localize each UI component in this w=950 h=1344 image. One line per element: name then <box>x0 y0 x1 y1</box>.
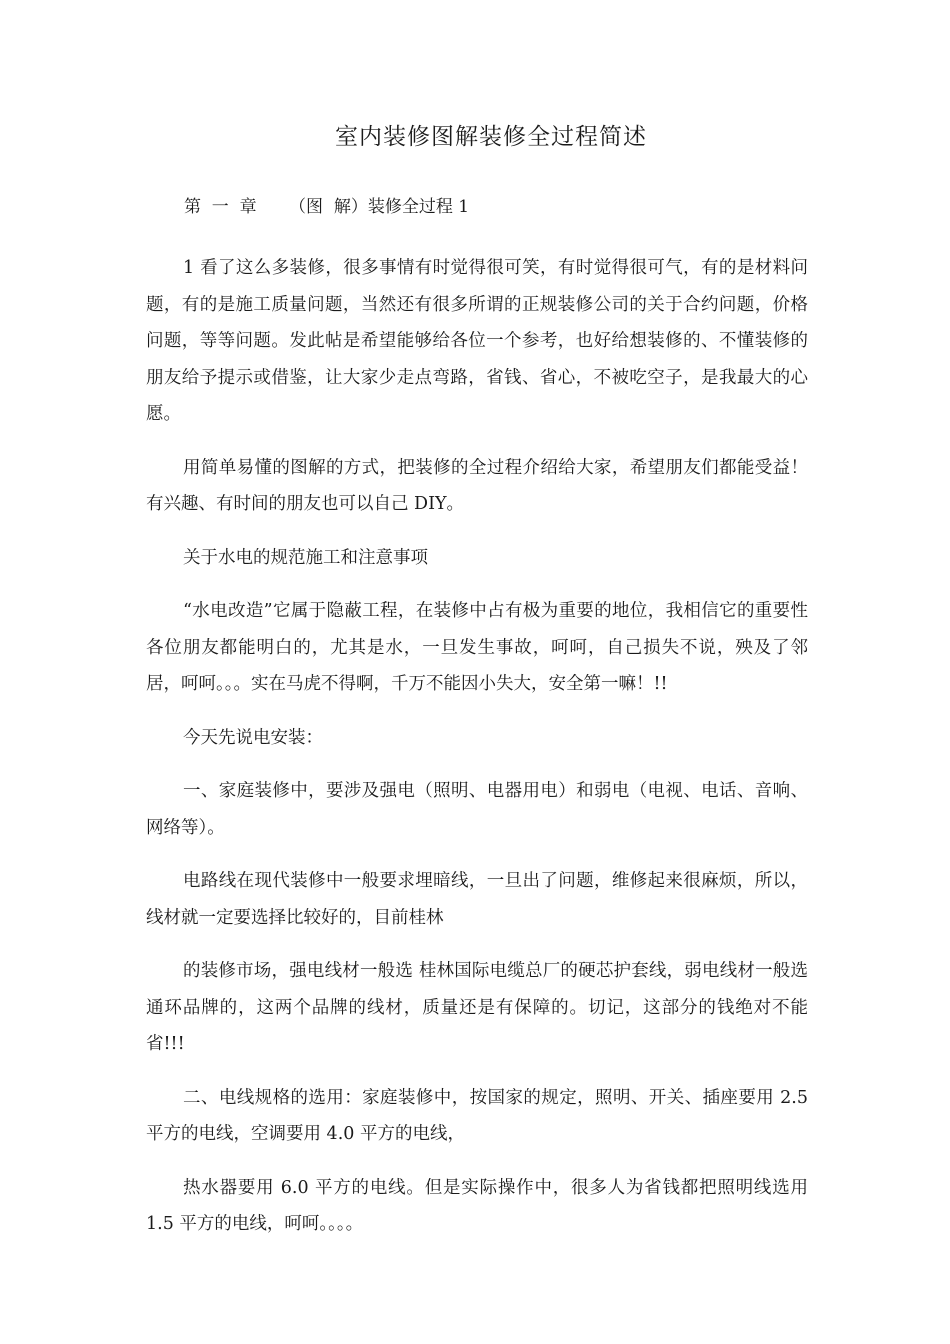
paragraph: 用简单易懂的图解的方式，把装修的全过程介绍给大家，希望朋友们都能受益！有兴趣、有时间的朋友也可以自己 DIY。 <box>146 457 808 514</box>
paragraph: 二、电线规格的选用：家庭装修中，按国家的规定，照明、开关、插座要用 2.5 平方的电线，空调要用 4.0 平方的电线， <box>146 1087 808 1144</box>
document-title: 室内装修图解装修全过程简述 <box>335 124 647 150</box>
document-body <box>146 250 808 1260</box>
paragraph: 的装修市场，强电线材一般选 桂林国际电缆总厂的硬芯护套线，弱电线材一般选 通环品牌的，这两个品牌的线材，质量还是有保障的。切记，这部分的钱绝对不能省!!! <box>146 961 808 1054</box>
section-heading: 关于水电的规范施工和注意事项 <box>183 547 428 568</box>
chapter-heading: 第 一 章 （图 解）装修全过程 1 <box>184 197 470 217</box>
paragraph: “水电改造”它属于隐蔽工程，在装修中占有极为重要的地位，我相信它的重要性各位朋友都能明白的，尤其是水，一旦发生事故，呵呵，自己损失不说，殃及了邻居，呵呵。。。实在马虎不得啊，千万不能因小失大，安全第一嘛！!! <box>146 601 808 694</box>
paragraph: 一、家庭装修中，要涉及强电（照明、电器用电）和弱电（电视、电话、音响、网络等）。 <box>146 781 808 838</box>
paragraph: 热水器要用 6.0 平方的电线。但是实际操作中，很多人为省钱都把照明线选用 1.5 平方的电线，呵呵。。。。 <box>146 1177 808 1234</box>
paragraph: 电路线在现代装修中一般要求埋暗线，一旦出了问题，维修起来很麻烦，所以，线材就一定要选择比较好的，目前桂林 <box>146 871 808 928</box>
paragraph: 1 看了这么多装修，很多事情有时觉得很可笑，有时觉得很可气，有的是材料问题，有的是施工质量问题，当然还有很多所谓的正规装修公司的关于合约问题，价格问题，等等问题。发此帖是希望能够给各位一个参考，也好给想装修的、不懂装修的朋友给予提示或借鉴，让大家少走点弯路，省钱、省心，不被吃空子，是我最大的心愿。 <box>146 258 808 424</box>
paragraph: 今天先说电安装： <box>183 727 323 748</box>
